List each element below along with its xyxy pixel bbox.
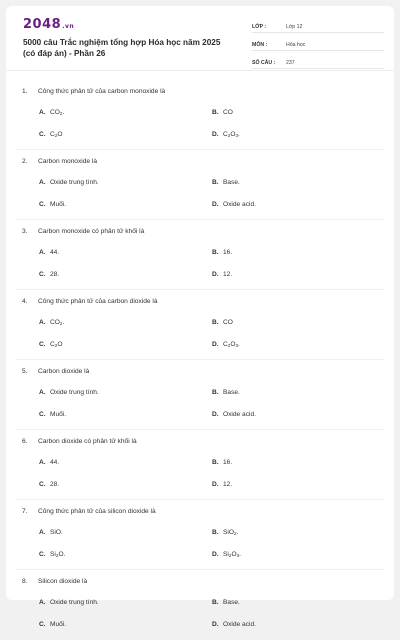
answer-option[interactable]	[212, 179, 240, 186]
option-letter: B.	[212, 109, 219, 116]
option-letter: A.	[39, 599, 46, 606]
question-text	[22, 368, 89, 375]
answer-option[interactable]	[212, 271, 232, 278]
question-text	[22, 88, 165, 95]
answer-option[interactable]	[39, 319, 64, 326]
option-text: Oxide acid.	[223, 621, 256, 628]
option-text: 12.	[223, 271, 233, 278]
option-letter: B.	[212, 179, 219, 186]
question-text	[22, 578, 87, 585]
option-text: $Si_2O$.	[50, 551, 66, 558]
answer-option[interactable]	[39, 179, 99, 186]
option-text: Muối.	[50, 621, 67, 628]
question-text	[22, 508, 156, 515]
answer-option[interactable]	[39, 459, 59, 466]
option-letter: C.	[39, 481, 46, 488]
option-text: $C_2O$	[50, 131, 63, 138]
option-text: 28.	[50, 481, 60, 488]
option-letter: D.	[212, 271, 219, 278]
option-letter: D.	[212, 201, 219, 208]
option-text: 16.	[223, 249, 233, 256]
question-number: 3.	[22, 228, 28, 235]
logo-text: 2048	[23, 17, 62, 32]
option-letter: A.	[39, 319, 46, 326]
answer-option[interactable]	[212, 319, 233, 326]
answer-option[interactable]	[39, 551, 65, 558]
option-text: Muối.	[50, 201, 67, 208]
option-text: 44.	[50, 249, 60, 256]
option-text: $Si_2O_3$.	[223, 551, 241, 558]
option-letter: C.	[39, 411, 46, 418]
question-item	[6, 570, 394, 640]
question-prompt: Carbon monoxide là	[38, 158, 98, 165]
question-text	[22, 228, 144, 235]
answer-option[interactable]	[39, 529, 63, 536]
question-number: 5.	[22, 368, 28, 375]
option-letter: C.	[39, 551, 46, 558]
answer-option[interactable]	[212, 341, 240, 348]
option-text: 44.	[50, 459, 60, 466]
option-letter: A.	[39, 109, 46, 116]
answer-option[interactable]	[39, 271, 59, 278]
option-text: $CO_2$.	[50, 319, 65, 326]
option-text: 28.	[50, 271, 60, 278]
option-text: $C_2O_3$.	[223, 131, 240, 138]
question-prompt: Carbon monoxide có phân tử khối là	[38, 228, 145, 235]
answer-option[interactable]	[39, 411, 66, 418]
option-letter: A.	[39, 179, 46, 186]
option-text: Oxide trung tính.	[50, 179, 99, 186]
question-number: 4.	[22, 298, 28, 305]
document-meta	[252, 18, 384, 72]
option-letter: C.	[39, 271, 46, 278]
option-letter: A.	[39, 459, 46, 466]
option-text: $C_2O_3$.	[223, 341, 240, 348]
option-text: Muối.	[50, 411, 67, 418]
question-item	[6, 430, 394, 500]
answer-option[interactable]	[39, 599, 99, 606]
question-prompt: Silicon dioxide là	[38, 578, 88, 585]
option-letter: A.	[39, 389, 46, 396]
option-letter: B.	[212, 459, 219, 466]
answer-option[interactable]	[39, 249, 59, 256]
question-prompt: Công thức phân tử của carbon monoxide là	[38, 88, 166, 95]
option-text: CO	[223, 109, 233, 116]
question-number: 7.	[22, 508, 28, 515]
answer-option[interactable]	[212, 459, 232, 466]
answer-option[interactable]	[212, 389, 240, 396]
option-text: $CO_2$.	[50, 109, 65, 116]
meta-label: SỐ CÂU :	[252, 60, 276, 66]
option-text: 16.	[223, 459, 233, 466]
option-letter: B.	[212, 249, 219, 256]
question-item	[6, 220, 394, 290]
logo-tld: .vn	[62, 23, 75, 30]
answer-option[interactable]	[212, 621, 256, 628]
option-text: Oxide trung tính.	[50, 389, 99, 396]
question-text	[22, 438, 137, 445]
option-letter: A.	[39, 249, 46, 256]
answer-option[interactable]	[39, 109, 64, 116]
question-prompt: Carbon dioxide là	[38, 368, 90, 375]
meta-value: Hóa học	[286, 42, 306, 48]
option-text: 12.	[223, 481, 233, 488]
option-text: Oxide trung tính.	[50, 599, 99, 606]
option-letter: C.	[39, 131, 46, 138]
answer-option[interactable]	[212, 201, 256, 208]
option-letter: D.	[212, 551, 219, 558]
answer-option[interactable]	[212, 249, 232, 256]
question-number: 2.	[22, 158, 28, 165]
answer-option[interactable]	[39, 481, 59, 488]
option-text: Base.	[223, 389, 240, 396]
question-prompt: Công thức phân tử của silicon dioxide là	[38, 508, 156, 515]
question-number: 8.	[22, 578, 28, 585]
option-text: $C_2O$	[50, 341, 63, 348]
question-item	[6, 150, 394, 220]
answer-option[interactable]	[39, 341, 62, 348]
meta-row-count	[252, 54, 384, 69]
answer-option[interactable]	[212, 529, 238, 536]
worksheet-page	[6, 6, 394, 628]
option-letter: B.	[212, 389, 219, 396]
question-prompt: Công thức phân tử của carbon dioxide là	[38, 298, 158, 305]
answer-option[interactable]	[39, 201, 66, 208]
option-text: CO	[223, 319, 233, 326]
option-letter: B.	[212, 529, 219, 536]
question-text	[22, 298, 158, 305]
option-text: Base.	[223, 179, 240, 186]
answer-option[interactable]	[212, 411, 256, 418]
option-letter: B.	[212, 319, 219, 326]
option-letter: D.	[212, 131, 219, 138]
option-text: SiO.	[50, 529, 63, 536]
option-text: Oxide acid.	[223, 411, 256, 418]
option-letter: D.	[212, 341, 219, 348]
option-letter: D.	[212, 481, 219, 488]
question-number: 1.	[22, 88, 28, 95]
meta-label: LỚP :	[252, 24, 267, 30]
option-letter: C.	[39, 201, 46, 208]
question-item	[6, 360, 394, 430]
question-item	[6, 500, 394, 570]
option-letter: C.	[39, 341, 46, 348]
meta-row-subject	[252, 36, 384, 51]
option-letter: C.	[39, 621, 46, 628]
answer-option[interactable]	[39, 131, 62, 138]
answer-option[interactable]	[39, 621, 66, 628]
meta-row-grade	[252, 18, 384, 33]
meta-label: MÔN :	[252, 42, 268, 48]
answer-option[interactable]	[212, 481, 232, 488]
document-title: 5000 câu Trắc nghiệm tổng hợp Hóa học năm 2025 (có đáp án) - Phần 26	[23, 38, 221, 58]
option-letter: A.	[39, 529, 46, 536]
option-letter: D.	[212, 411, 219, 418]
option-letter: B.	[212, 599, 219, 606]
answer-option[interactable]	[212, 551, 241, 558]
worksheet-header	[6, 6, 394, 71]
option-text: Base.	[223, 599, 240, 606]
option-text: Oxide acid.	[223, 201, 256, 208]
question-item	[6, 290, 394, 360]
answer-option[interactable]	[39, 389, 99, 396]
meta-value: Lớp 12	[286, 24, 303, 30]
meta-value: 237	[286, 60, 295, 66]
option-text: SiO$_2$.	[223, 529, 239, 536]
answer-option[interactable]	[212, 599, 240, 606]
question-number: 6.	[22, 438, 28, 445]
site-logo[interactable]	[23, 17, 74, 32]
answer-option[interactable]	[212, 109, 233, 116]
answer-option[interactable]	[212, 131, 240, 138]
option-letter: D.	[212, 621, 219, 628]
question-prompt: Carbon dioxide có phân tử khối là	[38, 438, 137, 445]
question-text	[22, 158, 97, 165]
question-list	[6, 80, 394, 640]
question-item	[6, 80, 394, 150]
